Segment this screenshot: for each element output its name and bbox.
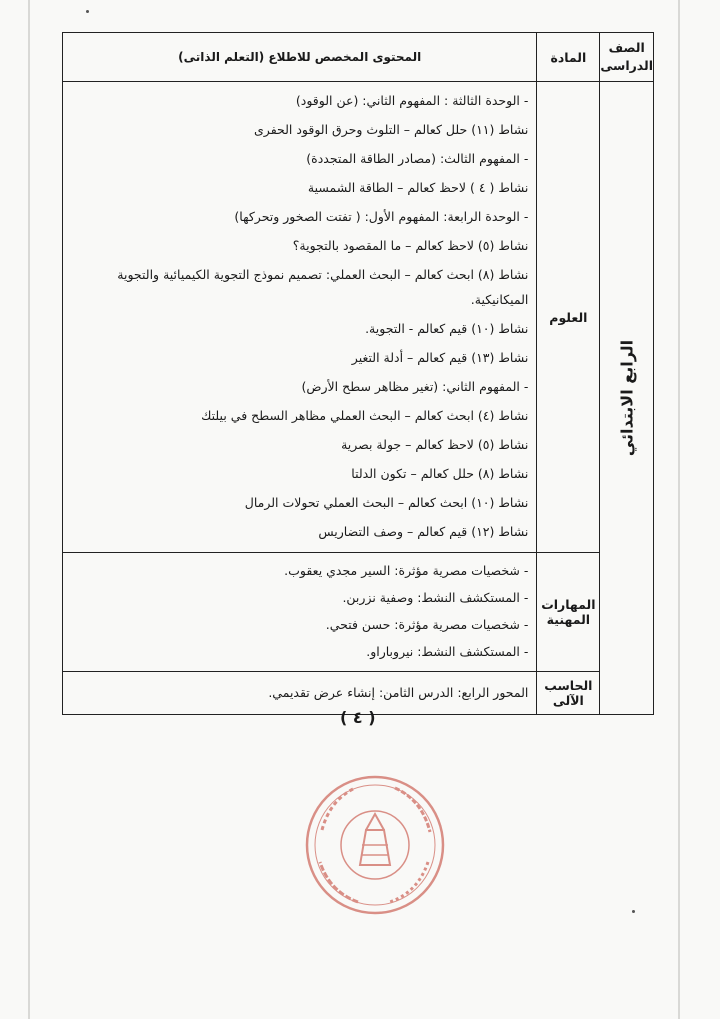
- scan-edge-left: [28, 0, 30, 1019]
- list-item: نشاط (١٠) ابحث كعالم – البحث العملي تحولات الرمال: [244, 495, 529, 510]
- table-row-science: [63, 82, 654, 553]
- list-item: - المستكشف النشط: نيروباراو.: [366, 644, 529, 659]
- subject-computer: الحاسب الآلى: [537, 672, 600, 715]
- list-item: نشاط (٥) لاحظ كعالم – ما المقصود بالتجوية؟: [292, 238, 529, 253]
- header-content: المحتوى المخصص للاطلاع (التعلم الذاتى): [63, 33, 537, 82]
- list-item: - شخصيات مصرية مؤثرة: حسن فتحي.: [325, 617, 529, 632]
- header-row: [63, 33, 654, 82]
- scan-speck: [632, 910, 635, 913]
- content-computer: [63, 672, 537, 715]
- grade-label: الرابع الابتدائي: [617, 339, 637, 457]
- list-item: - المفهوم الثاني: (تغير مظاهر سطح الأرض): [301, 379, 529, 394]
- list-item: نشاط (١٣) قيم كعالم – أدلة التغير: [351, 350, 529, 365]
- list-item: المحور الرابع: الدرس الثامن: إنشاء عرض تقديمي.: [268, 684, 529, 700]
- page-number: ( ٤ ): [340, 708, 376, 727]
- list-item: - شخصيات مصرية مؤثرة: السير مجدي يعقوب.: [284, 563, 529, 578]
- list-item: - الوحدة الرابعة: المفهوم الأول: ( تفتت الصخور وتحركها): [234, 209, 529, 224]
- list-item: - الوحدة الثالثة : المفهوم الثاني: (عن الوقود): [295, 93, 529, 108]
- list-item: نشاط ( ٤ ) لاحظ كعالم – الطاقة الشمسية: [307, 180, 529, 195]
- list-item: نشاط (١١) حلل كعالم – التلوث وحرق الوقود الحفرى: [254, 122, 529, 137]
- scan-speck: [86, 10, 89, 13]
- header-grade: الصف الدراسى: [600, 33, 654, 82]
- content-professional-skills: [63, 553, 537, 672]
- content-science: [63, 82, 537, 553]
- header-subject: المادة: [537, 33, 600, 82]
- list-item: - المستكشف النشط: وصفية نزربن.: [342, 590, 529, 605]
- list-item: نشاط (٨) حلل كعالم – تكون الدلتا: [351, 466, 529, 481]
- list-item: نشاط (٥) لاحظ كعالم – جولة بصرية: [341, 437, 529, 452]
- subject-professional-skills: المهارات المهنية: [537, 553, 600, 672]
- table-row-professional-skills: [63, 553, 654, 672]
- scan-edge-right: [678, 0, 680, 1019]
- list-item: نشاط (٨) ابحث كعالم – البحث العملي: تصميم نموذج التجوية الكيميائية والتجوية الميكانيكية.: [117, 267, 529, 307]
- list-item: - المفهوم الثالث: (مصادر الطاقة المتجددة): [306, 151, 529, 166]
- list-item: نشاط (١٠) قيم كعالم - التجوية.: [365, 321, 529, 336]
- curriculum-table: [62, 32, 654, 715]
- list-item: نشاط (٤) ابحث كعالم – البحث العملي مظاهر السطح في بيلتك: [201, 408, 529, 423]
- subject-science: العلوم: [537, 82, 600, 553]
- grade-cell: [600, 82, 654, 715]
- official-stamp-icon: [300, 770, 450, 920]
- list-item: نشاط (١٢) قيم كعالم – وصف التضاريس: [318, 524, 529, 539]
